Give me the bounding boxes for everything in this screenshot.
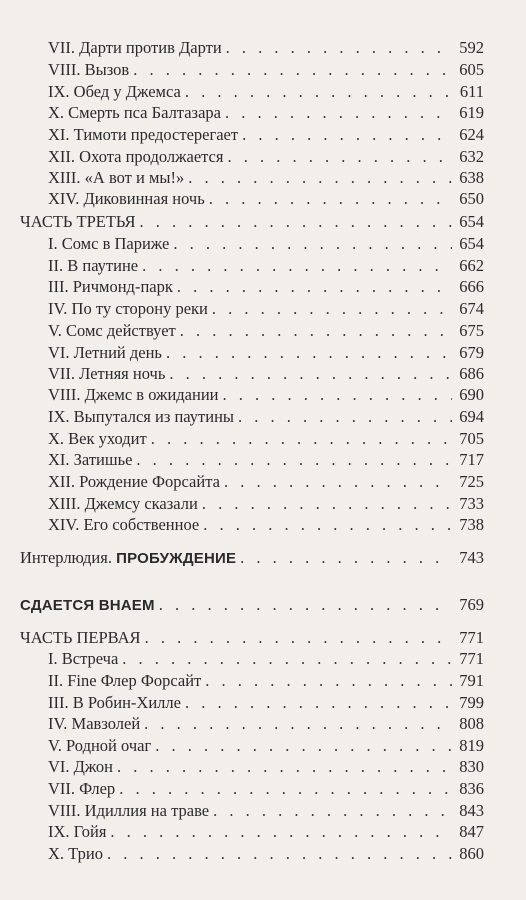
toc-entry (48, 800, 484, 822)
toc-entry-page: 743 (459, 548, 484, 567)
book-bold-title: СДАЕТСЯ ВНАЕМ (20, 597, 155, 614)
toc-entry-page: 592 (459, 38, 484, 57)
dot-leader (169, 363, 452, 385)
toc-entry-title: II. Fine Флер Форсайт (48, 671, 202, 690)
toc-entry-title: VIII. Вызов (48, 60, 130, 79)
dot-leader (224, 471, 452, 493)
dot-leader (188, 167, 452, 189)
toc-entry-title: IV. Мавзолей (48, 714, 141, 733)
toc-entry-title (20, 547, 236, 570)
toc-entry-page: 799 (459, 693, 484, 712)
toc-entry (48, 756, 484, 778)
toc-entry-title: VII. Летняя ночь (48, 364, 166, 383)
toc-entry-page: 650 (459, 189, 484, 208)
toc-entry-title: VII. Флер (48, 779, 116, 798)
toc-entry (48, 428, 484, 450)
toc-entry-title: IX. Выпутался из паутины (48, 407, 234, 426)
toc-entry-title: III. Ричмонд-парк (48, 277, 173, 296)
toc-entry-title: XII. Рождение Форсайта (48, 472, 220, 491)
toc-entry-page: 686 (459, 364, 484, 383)
toc-entry (48, 146, 484, 168)
toc-interlude-heading (20, 547, 484, 569)
toc-entry (48, 493, 484, 515)
toc-entry-page: 771 (459, 649, 484, 668)
dot-leader (145, 627, 452, 649)
dot-leader (240, 547, 452, 569)
toc-entry-title: VI. Летний день (48, 343, 162, 362)
toc-entry-title: III. В Робин-Хилле (48, 693, 181, 712)
toc-entry-title: IX. Гойя (48, 822, 107, 841)
dot-leader (177, 276, 452, 298)
toc-entry (48, 713, 484, 735)
toc-entry-page: 725 (459, 472, 484, 491)
toc-entry (48, 821, 484, 843)
dot-leader (110, 821, 452, 843)
toc-entry (48, 778, 484, 800)
toc-entry (48, 276, 484, 298)
toc-entry-page: 690 (459, 385, 484, 404)
toc-entry (48, 692, 484, 714)
dot-leader (226, 37, 452, 59)
toc-entry-page: 662 (459, 256, 484, 275)
toc-entry-page: 847 (459, 822, 484, 841)
dot-leader (185, 692, 452, 714)
toc-entry-title: X. Век уходит (48, 429, 147, 448)
toc-entry (48, 514, 484, 536)
toc-entry-page: 654 (459, 234, 484, 253)
dot-leader (151, 428, 452, 450)
toc-entry-page: 632 (459, 147, 484, 166)
dot-leader (166, 342, 452, 364)
toc-entry-title: VIII. Джемс в ожидании (48, 385, 219, 404)
toc-entry-page: 819 (459, 736, 484, 755)
toc-entry (48, 342, 484, 364)
toc-entry-page: 705 (459, 429, 484, 448)
toc-entry-page: 674 (459, 299, 484, 318)
toc-entry-title: XII. Охота продолжается (48, 147, 224, 166)
toc-entry-page: 624 (459, 125, 484, 144)
toc-entry-page: 611 (459, 82, 484, 101)
toc-entry-page: 605 (459, 60, 484, 79)
toc-entry (48, 648, 484, 670)
dot-leader (140, 211, 452, 233)
dot-leader (205, 670, 452, 692)
toc-entry-title: XIII. Джемсу сказали (48, 494, 198, 513)
toc-entry-page: 654 (459, 212, 484, 231)
dot-leader (213, 800, 452, 822)
toc-entry-title: XI. Тимоти предостерегает (48, 125, 239, 144)
toc-entry (48, 81, 484, 103)
toc-entry (48, 384, 484, 406)
dot-leader (238, 406, 452, 428)
toc-entry-title: VIII. Идиллия на траве (48, 801, 210, 820)
toc-entry (48, 59, 484, 81)
dot-leader (209, 188, 452, 210)
toc-entry-title: I. Сомс в Париже (48, 234, 170, 253)
dot-leader (173, 233, 452, 255)
dot-leader (159, 594, 452, 616)
toc-entry-title: V. Сомс действует (48, 321, 176, 340)
toc-entry-title: X. Смерть пса Балтазара (48, 103, 221, 122)
toc-entry-title: ЧАСТЬ ТРЕТЬЯ (20, 212, 136, 231)
toc-part-heading (20, 211, 484, 233)
toc-entry (48, 37, 484, 59)
toc-entry-title: IV. По ту сторону реки (48, 299, 208, 318)
toc-entry-page: 675 (459, 321, 484, 340)
toc-entry (48, 167, 484, 189)
dot-leader (223, 384, 453, 406)
dot-leader (133, 59, 452, 81)
interlude-prefix: Интерлюдия. (20, 548, 117, 567)
toc-entry (48, 233, 484, 255)
interlude-bold-title: ПРОБУЖДЕНИЕ (116, 550, 237, 567)
dot-leader (180, 320, 452, 342)
toc-entry-page: 638 (459, 168, 484, 187)
dot-leader (212, 298, 452, 320)
toc-entry-page: 791 (459, 671, 484, 690)
dot-leader (155, 735, 452, 757)
toc-entry-page: 769 (459, 595, 484, 614)
toc-entry (48, 843, 484, 865)
toc-entry-page: 666 (459, 277, 484, 296)
toc-entry-page: 619 (459, 103, 484, 122)
toc-book-heading (20, 594, 484, 616)
dot-leader (144, 713, 452, 735)
dot-leader (227, 146, 452, 168)
toc-entry (48, 124, 484, 146)
toc-entry (48, 670, 484, 692)
toc-entry-page: 771 (459, 628, 484, 647)
dot-leader (122, 648, 452, 670)
dot-leader (136, 449, 452, 471)
toc-entry-page: 694 (459, 407, 484, 426)
toc-entry-title: XIV. Его собственное (48, 515, 200, 534)
dot-leader (142, 255, 452, 277)
toc-entry-title: ЧАСТЬ ПЕРВАЯ (20, 628, 141, 647)
toc-entry-title: XI. Затишье (48, 450, 133, 469)
toc-entry-page: 836 (459, 779, 484, 798)
toc-entry-title: VI. Джон (48, 757, 113, 776)
dot-leader (202, 493, 452, 515)
toc-entry-page: 733 (459, 494, 484, 513)
toc-entry-page: 830 (459, 757, 484, 776)
toc-entry-page: 738 (459, 515, 484, 534)
toc-entry-title: XIV. Диковинная ночь (48, 189, 205, 208)
toc-entry-page: 808 (459, 714, 484, 733)
dot-leader (242, 124, 452, 146)
toc-entry (48, 406, 484, 428)
dot-leader (119, 778, 452, 800)
toc-entry (48, 449, 484, 471)
toc-entry (48, 102, 484, 124)
toc-entry (48, 255, 484, 277)
toc-entry-title: V. Родной очаг (48, 736, 152, 755)
dot-leader (185, 81, 452, 103)
toc-entry-page: 843 (459, 801, 484, 820)
toc-part-heading (20, 627, 484, 649)
toc-entry (48, 471, 484, 493)
toc-entry-page: 717 (459, 450, 484, 469)
dot-leader (117, 756, 452, 778)
toc-entry-title: I. Встреча (48, 649, 119, 668)
toc-entry-page: 679 (459, 343, 484, 362)
toc-entry-title: X. Трио (48, 844, 103, 863)
toc-entry (48, 363, 484, 385)
toc-entry (48, 188, 484, 210)
toc-entry-title: XIII. «А вот и мы!» (48, 168, 185, 187)
dot-leader (225, 102, 452, 124)
toc-entry-title (20, 594, 155, 617)
toc-entry (48, 320, 484, 342)
toc-entry (48, 735, 484, 757)
toc-entry-page: 860 (459, 844, 484, 863)
toc-entry-title: VII. Дарти против Дарти (48, 38, 222, 57)
dot-leader (203, 514, 452, 536)
toc-entry (48, 298, 484, 320)
dot-leader (107, 843, 452, 865)
toc-entry-title: II. В паутине (48, 256, 139, 275)
toc-entry-title: IX. Обед у Джемса (48, 82, 181, 101)
